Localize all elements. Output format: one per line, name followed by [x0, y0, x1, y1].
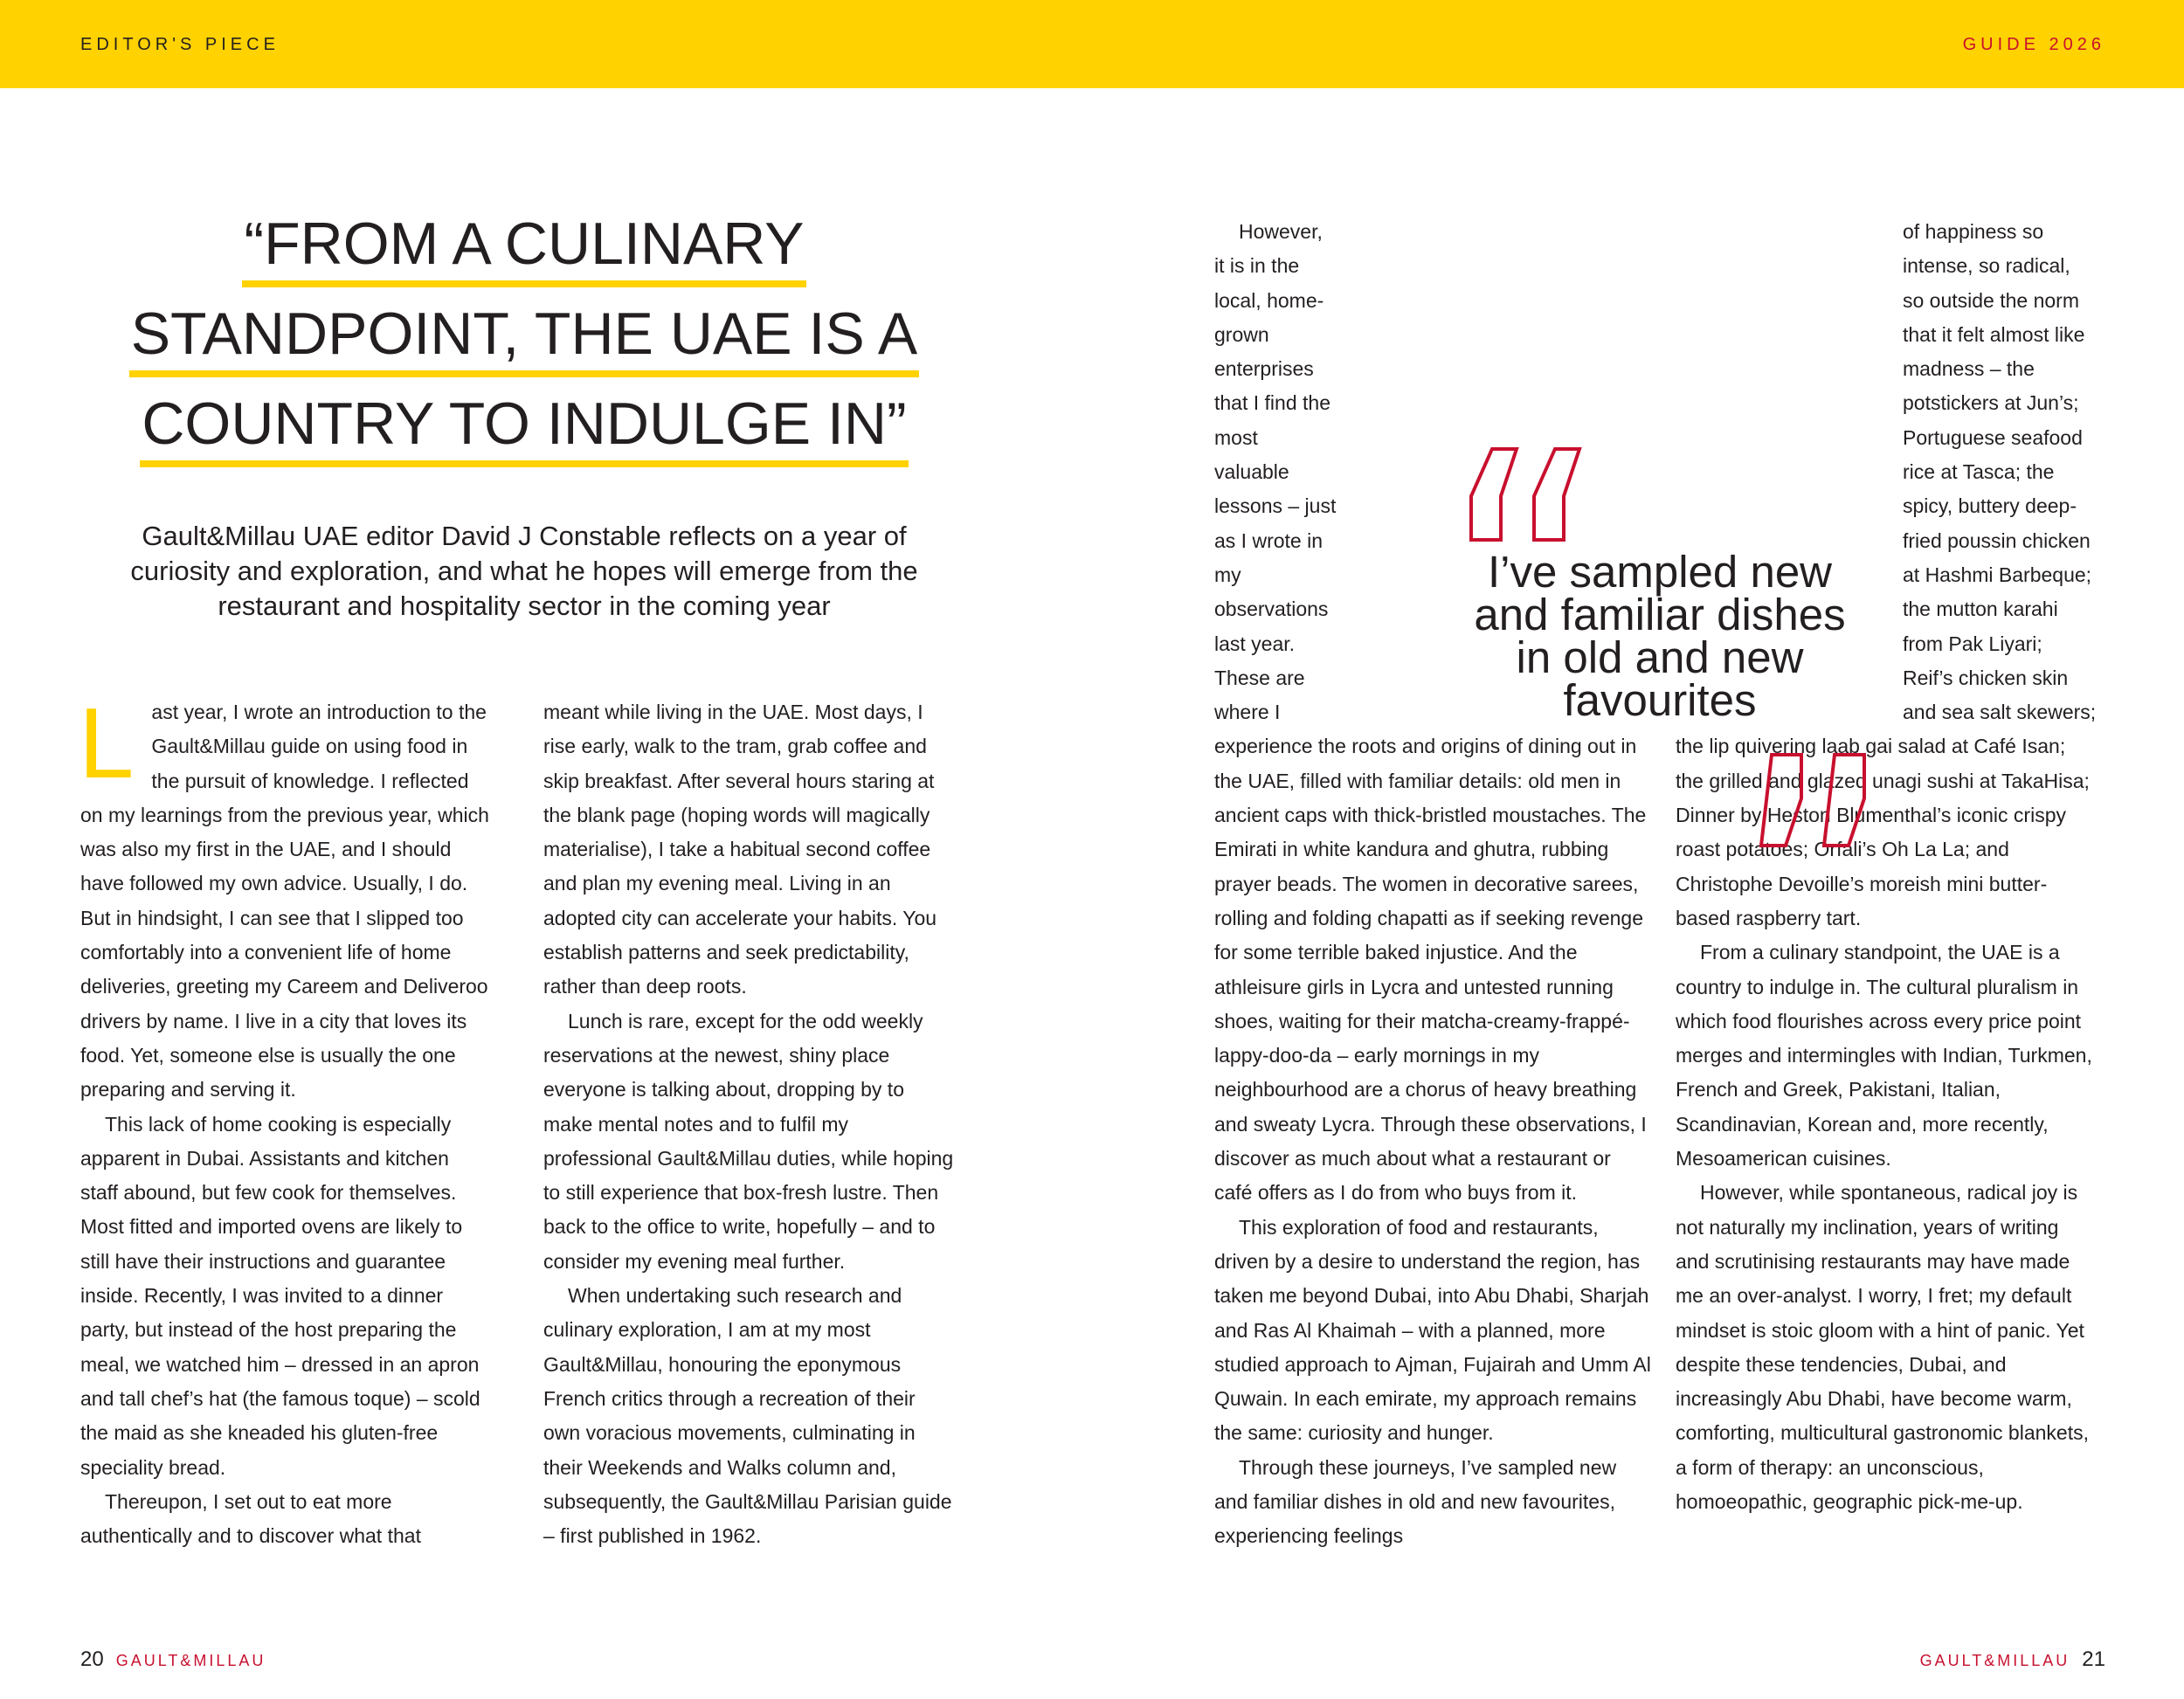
- guide-label: GUIDE 2026: [1962, 35, 2105, 54]
- headline-line-1-text: “FROM A CULINARY: [242, 207, 805, 287]
- paragraph-text: However, it is in the local, home-grown enterprises that I find the most valuable lessons – just as I wrote in my observations last year. These are where I experience the roots and origins of dining out in the UAE, filled with familiar details: old men in ancient caps with thick-bristled moustaches. The Emirati in white kandura and ghutra, rubbing prayer beads. The women in decorative sarees, rolling and folding chapatti as if seeking revenge for some terrible baked injustice. And the athleisure girls in Lycra and untested running shoes, waiting for their matcha-creamy-frappé-lappy-doo-da – early mornings in my neighbourhood are a chorus of heavy breathing and sweaty Lycra. Through these observations, I discover as much about what a restaurant or café offers as I do from who buys from it.: [1214, 220, 1647, 1205]
- headline-line-3-text: COUNTRY TO INDULGE IN”: [140, 387, 908, 467]
- close-quote-icon: [1758, 751, 1873, 849]
- section-label: EDITOR'S PIECE: [80, 35, 280, 54]
- paragraph: Lunch is rare, except for the odd weekly reservations at the newest, shiny place everyone is talking about, dropping by to make mental notes and to fulfil my professional Gault&Millau duties, while hoping to still experience that box-fresh lustre. Then back to the office to write, hopefully – and to consider my evening meal further.: [543, 1009, 954, 1273]
- paragraph: However, while spontaneous, radical joy is not naturally my inclination, years of writing and scrutinising restaurants may have made me an over-analyst. I worry, I fret; my default mindset is stoic gloom with a hint of panic. Yet despite these tendencies, Dubai, and increasingly Abu Dhabi, have become warm, comforting, multicultural gastronomic blankets, a form of therapy: an unconscious, homoeopathic, geographic pick-me-up.: [1676, 1181, 2089, 1513]
- footer-left: [80, 1647, 266, 1672]
- paragraph: Through these journeys, I’ve sampled new and familiar dishes in old and new favourites, experiencing feelings: [1214, 1455, 1617, 1548]
- pull-quote-text: I’ve sampled new and familiar dishes in old and new favourites: [1474, 547, 1846, 725]
- open-quote-icon: [1468, 445, 1583, 543]
- footer-brand-left: GAULT&MILLAU: [115, 1652, 266, 1669]
- article-column-1: [79, 688, 491, 1553]
- paragraph: meant while living in the UAE. Most days, I rise early, walk to the tram, grab coffee and skip breakfast. After several hours staring at the blank page (hoping words will magically materialise), I take a habitual second coffee and plan my evening meal. Living in an adopted city can accelerate your habits. You establish patterns and seek predictability, rather than deep roots.: [543, 701, 937, 998]
- header-bar: [0, 0, 2184, 88]
- headline-line-3: [105, 379, 943, 469]
- article-column-2: [543, 695, 954, 1553]
- paragraph: This exploration of food and restaurants, driven by a desire to understand the region, has taken me beyond Dubai, into Abu Dhabi, Sharjah and Ras Al Khaimah – with a planned, more studied approach to Ajman, Fujairah and Umm Al Quwain. In each emirate, my approach remains the same: curiosity and hunger.: [1214, 1215, 1651, 1445]
- paragraph: This lack of home cooking is especially apparent in Dubai. Assistants and kitchen staff abound, but few cook for themselves. Most fitted and imported ovens are likely to still have their instructions and guarantee inside. Recently, I was invited to a dinner party, but instead of the host preparing the meal, we watched him – dressed in an apron and tall chef’s hat (the famous toque) – scold the maid as she kneaded his gluten-free speciality bread.: [80, 1112, 480, 1479]
- article-column-4: [1676, 215, 2097, 1519]
- paragraph: [79, 688, 491, 1108]
- paragraph: When undertaking such research and culinary exploration, I am at my most Gault&Millau, honouring the eponymous French critics through a recreation of their own voracious movements, culminating in their Weekends and Walks column and, subsequently, the Gault&Millau Parisian guide – first published in 1962.: [543, 1284, 952, 1548]
- pull-quote: [1459, 437, 1861, 865]
- page-number-right: 21: [2082, 1647, 2105, 1671]
- paragraph-text: ast year, I wrote an introduction to the Gault&Millau guide on using food in the pursuit of knowledge. I reflected on my learnings from the previous year, which was also my first in the UAE, and I should have followed my own advice. Usually, I do. But in hindsight, I can see that I slipped too comfortably into a convenient life of home deliveries, greeting my Careem and Deliveroo drivers by name. I live in a city that loves its food. Yet, someone else is usually the one preparing and serving it.: [80, 701, 489, 1102]
- paragraph-text: of happiness so intense, so radical, so outside the norm that it felt almost like madness – the potstickers at Jun’s; Portuguese seafood rice at Tasca; the spicy, buttery deep-fried poussin chicken at Hashmi Barbeque; the mutton karahi from Pak Liyari; Reif’s chicken skin and sea salt skewers; the lip quivering laab gai salad at Café Isan; the grilled and glazed unagi sushi at TakaHisa; Dinner by Heston Blumenthal’s iconic crispy roast potatoes; Orfali’s Oh La La; and Christophe Devoille’s moreish mini butter-based raspberry tart.: [1676, 220, 2097, 929]
- drop-cap: L: [79, 688, 135, 799]
- footer-right: [1920, 1647, 2105, 1672]
- headline: [105, 199, 943, 469]
- article-column-3: [1214, 215, 1651, 1554]
- paragraph: Thereupon, I set out to eat more authentically and to discover what that: [80, 1489, 421, 1548]
- page-number-left: 20: [80, 1647, 104, 1671]
- standfirst: Gault&Millau UAE editor David J Constable reflects on a year of curiosity and exploration, and what he hopes will emerge from the restaurant and hospitality sector in the coming year: [130, 521, 918, 621]
- headline-line-2: [105, 289, 943, 379]
- headline-line-2-text: STANDPOINT, THE UAE IS A: [129, 297, 920, 377]
- headline-line-1: [105, 199, 943, 289]
- footer-brand-right: GAULT&MILLAU: [1919, 1652, 2070, 1669]
- paragraph: From a culinary standpoint, the UAE is a country to indulge in. The cultural pluralism in which food flourishes across every price point merges and intermingles with Indian, Turkmen, French and Greek, Pakistani, Italian, Scandinavian, Korean and, more recently, Mesoamerican cuisines.: [1676, 941, 2092, 1171]
